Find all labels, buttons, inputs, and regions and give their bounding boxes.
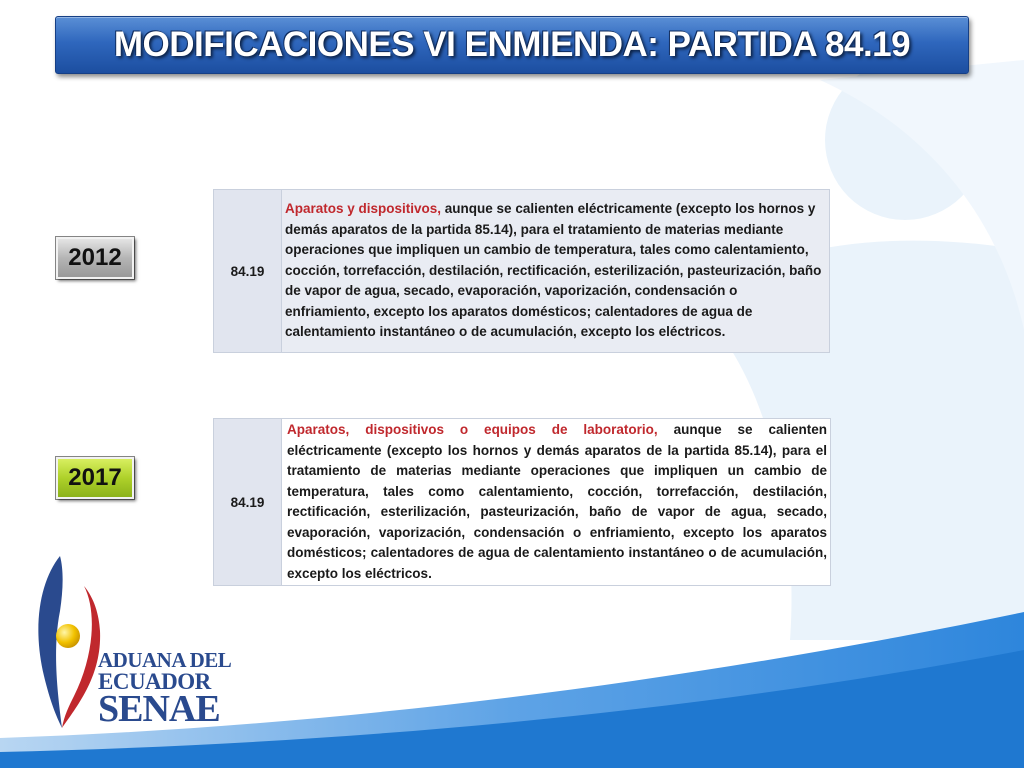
description-highlight: Aparatos y dispositivos, <box>285 201 442 217</box>
table-row <box>214 419 831 586</box>
partida-table-2012 <box>213 189 830 353</box>
logo-text-line3: SENAE <box>98 688 220 730</box>
partida-table-2017 <box>213 418 831 586</box>
table-row <box>214 190 830 353</box>
tariff-description-cell <box>282 419 831 586</box>
title-banner <box>55 16 969 74</box>
description-text: aunque se calienten eléctricamente (excepto los hornos y demás aparatos de la partida 85.14), para el tratamiento de materias mediante operaciones que impliquen un cambio de temperatura, tales como calentamiento, cocción, torrefacción, destilación, rectificación, esterilización, pasteurización, baño de vapor de agua, secado, evaporación, vaporización, condensación o enfriamiento, excepto los aparatos domésticos; calentadores de agua de calentamiento instantáneo o de acumulación, excepto los eléctricos. <box>287 422 828 581</box>
tariff-code-cell: 84.19 <box>214 419 282 586</box>
description-highlight: Aparatos, dispositivos o equipos de laboratorio, <box>287 422 658 437</box>
tariff-code-cell: 84.19 <box>214 190 282 353</box>
year-badge-2012: 2012 <box>56 237 134 279</box>
tariff-description-cell <box>282 190 830 353</box>
senae-logo <box>22 556 232 736</box>
description-text: aunque se calienten eléctricamente (excepto los hornos y demás aparatos de la partida 85.14), para el tratamiento de materias mediante operaciones que impliquen un cambio de temperatura, tales como calentamiento, cocción, torrefacción, destilación, rectificación, esterilización, pasteurización, baño de vapor de agua, secado, evaporación, vaporización, condensación o enfriamiento, excepto los aparatos domésticos; calentadores de agua de calentamiento instantáneo o de acumulación, excepto los eléctricos. <box>285 201 822 340</box>
page-title: MODIFICACIONES VI ENMIENDA: PARTIDA 84.19 <box>113 25 911 64</box>
year-badge-2017: 2017 <box>56 457 134 499</box>
logo-text-line1: ADUANA DEL <box>98 648 232 672</box>
logo-text-line2: ECUADOR <box>98 669 211 694</box>
